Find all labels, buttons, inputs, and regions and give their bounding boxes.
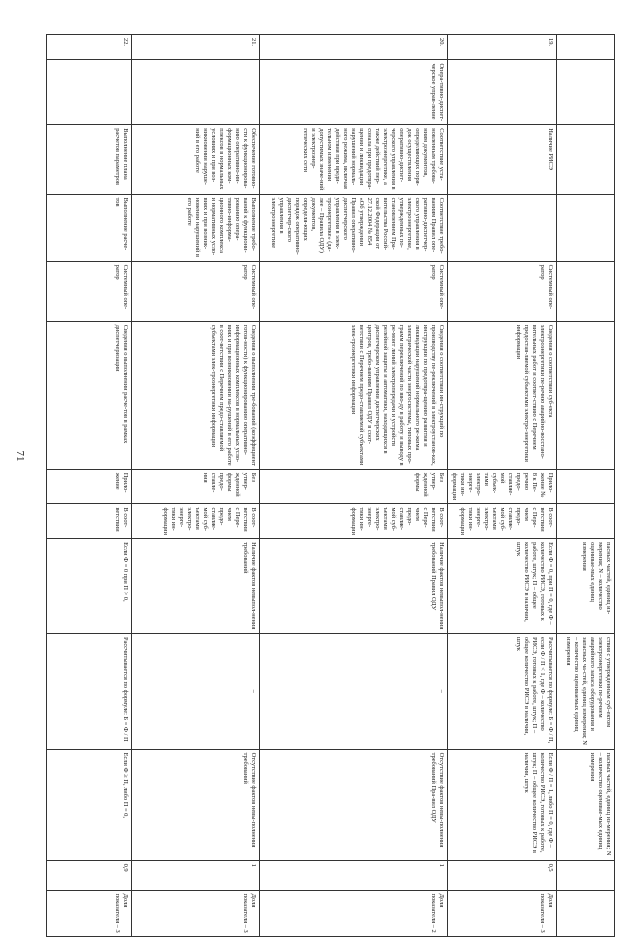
cell-note: Доля показателя – 3 (448, 890, 557, 936)
cell-document (448, 194, 557, 261)
cell-frequency: В соот-ветствии с Пере-чнем предо-ставляе-мой суб-ъектами электро-энерге-тики ин-формации (132, 504, 260, 539)
cell-num: 22. (47, 35, 132, 60)
cell-frequency: В соот-ветствии (47, 504, 132, 539)
cell-condition: Если Ф / П = 1, либо П = 0, где Ф – количество РИСЭ, готовых к работе, штук; П – общее количество РИСЭ в наличии, штук (448, 749, 557, 860)
cell-note: Доля показателя – 3 (47, 890, 132, 936)
cell-criterion: Выполнение плана расчетов параметров (47, 125, 132, 194)
cell-weight: 0,9 (47, 860, 132, 890)
cell-role: Системный опе-ратор (448, 261, 557, 321)
table-row (260, 35, 448, 937)
cell-role: Системный опе-ратор (260, 261, 448, 321)
cell-calc: Рассчитывается по формуле: Б = Ф / П, если Ф / П < 1, где Ф – количество РИСЭ, готовых к работе, штук; П – общее количество РИСЭ в наличии, штук (448, 633, 557, 749)
cell-calc: – (260, 633, 448, 749)
cell-num: 19. (448, 35, 557, 60)
cell-info: Сведения о соответствии суб-екта электроэнергетики пе-речню аварийно-восстано-вительных работ и соответ-ствию с Перечнем предостав-ляемой субъектами электро-энергетики информации (448, 321, 557, 469)
cell-value: Наличие фактов невыпол-нения требований Правил ОДУ (260, 539, 448, 634)
cell-weight: 1 (260, 860, 448, 890)
cell-source: Прило-жение (47, 469, 132, 504)
cell-condition: Отсутствие фактов невы-полнения требований (132, 749, 260, 860)
cell-source: Без утвер-жденной формы предо-ставле-ния (132, 469, 260, 504)
cell-info: Сведения о выполнении расче-тов в рамках диспетчеризации (47, 321, 132, 469)
table-row (557, 35, 615, 937)
cell-value: Если Ф = 0 при П > 0, (47, 539, 132, 634)
cell-role: Системный опе-ратор (132, 261, 260, 321)
cell-weight: 0,5 (448, 860, 557, 890)
cell-note: Доля показателя – 3 (132, 890, 260, 936)
cell-criterion: Обеспечение готовно-сти к функционирова-нию оперативно-ин-формационных ком-плексов в нормальных условиях и при воз-никновении наруше-ний в его работе (132, 125, 260, 194)
page-number: 71 (14, 450, 26, 462)
cell-name (448, 60, 557, 125)
cell-calc: – (132, 633, 260, 749)
cell-source: Без утвер-жденной формы (260, 469, 448, 504)
cell-frequency: В соот-ветствии с Пере-чнем предо-ставляе-мой суб-ъектами электро-энерге-тики ин-формации (260, 504, 448, 539)
cell-top-calc: ствия с утвержденным суб-ектом электроэнергетики пе-речнем аварийного запаса оборудования и запасных ча-стей, единиц измерения; N – количество оцениваемых единиц измерения (557, 633, 615, 749)
cell-condition: Отсутствие фактов невы-полнения требований Пра-вил ОДУ (260, 749, 448, 860)
table-row (448, 35, 557, 937)
cell-frequency: В соот-ветствии с Пере-чнем предо-ставляе-мой суб-ъектами электро-энерге-тики ин-формации (448, 504, 557, 539)
cell-criterion: Наличие РИСЭ (448, 125, 557, 194)
cell-document: Выполнение требо-ваний к функциони-рованию опера-тивно-информа-ционного комплекса и нормативных усло-виях и при возник-новении нарушений в его работе (132, 194, 260, 261)
cell-top-cond: пасных частей, единиц из-мерения; N – количество оценивае-мых единиц измерения (557, 749, 615, 860)
cell-num: 20. (260, 35, 448, 60)
table-row (132, 35, 260, 937)
cell-note: Доля показателя – 2 (260, 890, 448, 936)
cell-condition: Если Ф ≥ П, либо П = 0, (47, 749, 132, 860)
cell-value: Наличие фактов невыпол-нения требований (132, 539, 260, 634)
cell-criterion: Соответствие уста-новленным требова-ниям документов, определяющих поря-док осуществления оперативно-диспет-черского управления в электроэнергетике, а также действий пер-сонала при предотвра-щении и ликвидации нарушений нормаль-ного режима, включая действия при вреди-тельном изменении допустимых значе-ний и электроэнер-гетических сети (260, 125, 448, 194)
cell-role: Системный опе-ратор (47, 261, 132, 321)
cell-value: Если Ф = 0, при П = 0, где Ф – количество РИСЭ, готовых к работе, штук; П – общее количество РИСЭ в наличии, штук (448, 539, 557, 634)
cell-top-val: пасных частей, единиц из-мерения; N – количество оценивае-мых единиц измерения (557, 539, 615, 634)
cell-name: Опера-тивно-диспет-черское управ-ление (260, 60, 448, 125)
cell-document: Выполнение расче-тов (47, 194, 132, 261)
cell-source: Прило-жение № 8 к Пе-речню предо-ставляе-мой субъек-тами электро-энерге-тики ин-формации (448, 469, 557, 504)
rotated-table-sheet (48, 34, 615, 937)
cell-info: Сведения о выполнении тре-бований (коэффициент готов-ности) к функционированию оперативно-информационных комплексов в нормальных усло-виях и при возникновении на-рушений в его работе в соот-ветствии с Перечнем предо-ставляемой субъектами элек-троэнергетики информации (132, 321, 260, 469)
table-row (47, 35, 132, 937)
cell-weight: 1 (132, 860, 260, 890)
cell-num: 21. (132, 35, 260, 60)
cell-calc: Рассчитывается по формуле: Б = Ф / П (47, 633, 132, 749)
cell-name (47, 60, 132, 125)
cell-document: Соответствие требо-ваниям Правил опе-ративно-диспетчер-ского управления в электроэнергетике, утвержденных по-становлением Пра-вительства Россий-ской Федерации от 27.12.2004 № 854 «Об утверждении Правил оперативно-диспетчерского управления в элек-троэнергетике» (да-лее – Правила ОДУ) документов, определя-ющих порядок оперативно-диспетчер-ского управления в электроэнергетике (260, 194, 448, 261)
cell-info: Сведения о соответствии ин-струкций по производству пе-реключений в электроустанов-ках, инструкции по предотвра-щению развития и ликвидации нарушений нормального ре-жима электрической части энергосистемы, типовых про-грамм переключений по вво-ду в работу и выводу в ре-монт линий электропередачи и устройств релейной защиты и автоматики, находящихся в диспетчерском управлении диспетчерских центров, требо-ваниям Правил ОДУ в соот-ветствии с Перечнем предо-ставляемой субъектами элек-троэнергетики информации (260, 321, 448, 469)
cell-name (132, 60, 260, 125)
criteria-table (46, 34, 615, 937)
